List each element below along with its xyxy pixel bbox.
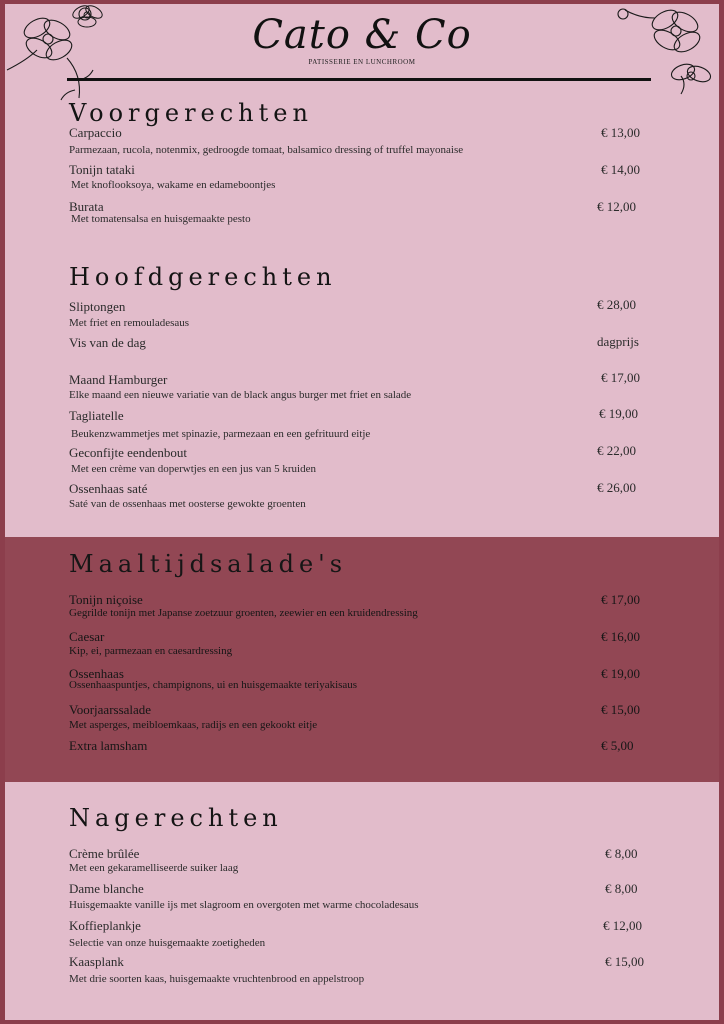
menu-item-name: Voorjaarssalade: [69, 702, 152, 717]
header-divider: [67, 78, 651, 81]
section-title-nagerechten: Nagerechten: [69, 804, 283, 832]
menu-item-name: Ossenhaas: [69, 666, 124, 681]
menu-item-description: Kip, ei, parmezaan en caesardressing: [69, 645, 233, 657]
menu-item-price: € 17,00: [601, 592, 640, 607]
menu-item-name: Sliptongen: [69, 299, 126, 314]
menu-item-description: Met knoflooksoya, wakame en edameboontjes: [71, 179, 276, 191]
menu-item-description: Selectie van onze huisgemaakte zoetigheden: [69, 937, 266, 949]
menu-item-description: Gegrilde tonijn met Japanse zoetzuur groenten, zeewier en een kruidendressing: [69, 607, 418, 619]
menu-item-price: € 12,00: [603, 918, 642, 933]
menu-page: [5, 4, 719, 1020]
menu-item-price: € 5,00: [601, 738, 634, 753]
menu-item-description: Saté van de ossenhaas met oosterse gewokte groenten: [69, 498, 306, 510]
menu-item-price: dagprijs: [597, 334, 639, 349]
menu-item-description: Met een crème van doperwtjes en een jus van 5 kruiden: [71, 463, 316, 475]
menu-item-price: € 12,00: [597, 199, 636, 214]
menu-item-name: Dame blanche: [69, 881, 144, 896]
menu-item-description: Huisgemaakte vanille ijs met slagroom en overgoten met warme chocoladesaus: [69, 899, 419, 911]
menu-item-price: € 17,00: [601, 370, 640, 385]
menu-item-name: Tagliatelle: [69, 408, 124, 423]
menu-item-price: € 28,00: [597, 297, 636, 312]
menu-item-name: Koffieplankje: [69, 918, 141, 933]
menu-item-description: Met asperges, meibloemkaas, radijs en een gekookt eitje: [69, 719, 318, 731]
menu-item-name: Geconfijte eendenbout: [69, 445, 188, 460]
menu-item-price: € 13,00: [601, 125, 640, 140]
menu-item-name: Tonijn tataki: [69, 162, 135, 177]
menu-item-description: Met friet en remouladesaus: [69, 317, 190, 329]
brand-subtitle: PATISSERIE EN LUNCHROOM: [308, 58, 416, 66]
section-title-voorgerechten: Voorgerechten: [69, 99, 313, 127]
menu-item-description: Ossenhaaspuntjes, champignons, ui en huisgemaakte teriyakisaus: [69, 679, 358, 691]
section-title-hoofdgerechten: Hoofdgerechten: [69, 263, 337, 291]
menu-item-description: Parmezaan, rucola, notenmix, gedroogde tomaat, balsamico dressing of truffel mayonaise: [69, 144, 464, 156]
menu-item-name: Kaasplank: [69, 954, 124, 969]
menu-item-name: Caesar: [69, 629, 105, 644]
menu-item-description: Beukenzwammetjes met spinazie, parmezaan en een gefrituurd eitje: [71, 428, 371, 440]
menu-item-price: € 8,00: [605, 846, 638, 861]
menu-item-price: € 14,00: [601, 162, 640, 177]
menu-item-name: Burata: [69, 199, 104, 214]
menu-item-name: Vis van de dag: [69, 335, 146, 350]
menu-item-name: Ossenhaas saté: [69, 481, 148, 496]
menu-item-price: € 22,00: [597, 443, 636, 458]
menu-item-description: Met tomatensalsa en huisgemaakte pesto: [71, 213, 251, 225]
section-title-maaltijdsalades: Maaltijdsalade's: [69, 550, 348, 578]
menu-item-description: Met drie soorten kaas, huisgemaakte vruchtenbrood en appelstroop: [69, 973, 365, 985]
menu-item-description: Met een gekaramelliseerde suiker laag: [69, 862, 239, 874]
menu-item-name: Crème brûlée: [69, 846, 140, 861]
menu-item-price: € 15,00: [601, 702, 640, 717]
menu-item-price: € 8,00: [605, 881, 638, 896]
menu-item-price: € 19,00: [599, 406, 638, 421]
menu-item-name: Carpaccio: [69, 125, 122, 140]
menu-item-name: Extra lamsham: [69, 738, 148, 753]
menu-item-price: € 15,00: [605, 954, 644, 969]
menu-item-price: € 16,00: [601, 629, 640, 644]
menu-item-description: Elke maand een nieuwe variatie van de black angus burger met friet en salade: [69, 389, 412, 401]
brand-header: [5, 12, 719, 58]
menu-item-price: € 19,00: [601, 666, 640, 681]
brand-name: Cato & Co: [252, 12, 472, 58]
menu-item-price: € 26,00: [597, 480, 636, 495]
menu-item-name: Tonijn niçoise: [69, 592, 143, 607]
menu-item-name: Maand Hamburger: [69, 372, 168, 387]
